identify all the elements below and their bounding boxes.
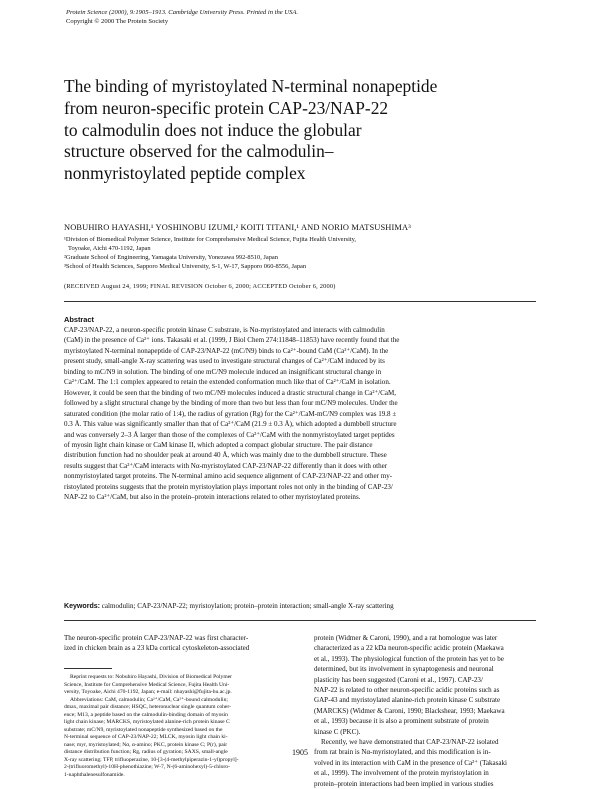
abstract-line: results suggest that Ca²⁺/CaM interacts with Nα-myristoylated CAP-23/NAP-22 differently than it does with other: [64, 461, 388, 470]
footnote-rule: [64, 668, 112, 669]
affiliations: [64, 236, 534, 272]
abstract-line: 0.3 Å. This value was significantly smaller than that of Ca²⁺/CaM (21.9 ± 0.3 Å), which adopted a dumbbell structure: [64, 420, 397, 429]
abstract-line: CAP-23/NAP-22, a neuron-specific protein kinase C substrate, is Nα-myristoylated and interacts with calmodulin: [64, 326, 385, 334]
abstract-line: ristoylated proteins suggests that the protein myristoylation plays important roles not only in the binding of CAP-23/: [64, 482, 393, 491]
abstract-line: However, it could be seen that the binding of two mC/N9 molecules induced a drastic structural change in Ca²⁺/CaM,: [64, 388, 396, 397]
body-line: plasticity has been suggested (Caroni et al., 1997). CAP-23/: [314, 675, 483, 684]
abstract-body: [64, 325, 535, 503]
title-line: nonmyristoylated peptide complex: [64, 163, 306, 184]
abstract-line: followed by a slight structural change by the binding of more than two but less than four mC/N9 molecules. Under the: [64, 399, 398, 408]
footnote-line: 2-(trifluoromethyl)-10H-phenothiazine; W-7, N-(6-aminohexyl)-5-chloro-: [64, 764, 230, 770]
footnote-line: ence; M13, a peptide based on the calmodulin-binding domain of myosin: [64, 711, 228, 718]
title-line: The binding of myristoylated N-terminal nonapeptide: [64, 76, 438, 96]
affiliation-line: Toyoake, Aichi 470-1192, Japan: [68, 244, 151, 252]
footnote-line: substrate; mC/N9, myristoylated nonapeptide synthesized based on the: [64, 726, 223, 733]
abstract-line: distribution function had no shoulder peak at around 40 Å, which was mainly due to the dumbbell structure. These: [64, 451, 387, 460]
footnote-line: distance distribution function; Rg, radius of gyration; SAXS, small-angle: [64, 749, 228, 755]
footnote-line: dmax, maximal pair distance; HSQC, heteronuclear single quantum coher-: [64, 704, 232, 710]
copyright-line: Copyright © 2000 The Protein Society: [66, 17, 169, 25]
body-line: The neuron-specific protein CAP-23/NAP-22 was first character-: [64, 634, 249, 642]
journal-header: [66, 9, 486, 26]
abstract-heading: Abstract: [64, 315, 94, 324]
abstract-line: present study, small-angle X-ray scattering was used to investigate structural changes of Ca²⁺/CaM induced by its: [64, 357, 385, 366]
footnote-line: nase; myr, myristoylated; Nα, α-amino; PKC, protein kinase C; P(r), pair: [64, 741, 228, 748]
title-line: to calmodulin does not induce the globular: [64, 119, 362, 140]
body-line: et al., 1993). The physiological function of the protein has yet to be: [314, 654, 504, 663]
article-title: [64, 76, 534, 185]
abstract-line: binding to mC/N9 in solution. The binding of one mC/N9 molecule induced an insignificant structural change in: [64, 367, 382, 376]
title-line: structure observed for the calmodulin–: [64, 141, 334, 162]
body-line: Recently, we have demonstrated that CAP-23/NAP-22 isolated: [314, 738, 499, 747]
body-line: et al., 1999). The involvement of the protein myristoylation in: [314, 769, 489, 778]
keywords-label: Keywords:: [64, 603, 101, 610]
abstract-line: and was conversely 2–3 Å larger than those of the complexes of Ca²⁺/CaM with the nonmyristoylated target peptides: [64, 430, 395, 439]
footnote-line: X-ray scattering; TFP, trifluoperazine, 10-[3-(4-methylpiperazin-1-yl)propyl]-: [64, 756, 239, 763]
body-line: characterized as a 22 kDa neuron-specific acidic protein (Maekawa: [314, 644, 504, 653]
abstract-line: of myosin light chain kinase or CaM kinase II, which adopted a compact globular structure. The pair distance: [64, 440, 373, 449]
body-line: kinase C (PKC).: [314, 727, 361, 736]
footnote-line: 1-naphthalenesulfonamide.: [64, 771, 125, 778]
footnote-line: N-terminal sequence of CAP-23/NAP-22; MLCK, myosin light chain ki-: [64, 734, 228, 740]
body-line: from rat brain is Nα-myristoylated, and this modification is in-: [314, 748, 491, 757]
keywords-text: calmodulin; CAP-23/NAP-22; myristoylation; protein–protein interaction; small-angle X-ray scattering: [100, 602, 394, 610]
abstract-line: (CaM) in the presence of Ca²⁺ ions. Takasaki et al. (1999, J Biol Chem 274:11848–11853) have recently found that the: [64, 336, 400, 345]
abstract-line: saturated condition (the molar ratio of 1:4), the radius of gyration (Rg) for the Ca²⁺/CaM-mC/N9 complex was 19.8 ±: [64, 409, 397, 418]
footnote-line: Abbreviations: CaM, calmodulin; Ca²⁺/CaM, Ca²⁺-bound calmodulin;: [70, 696, 228, 703]
body-line: (MARCKS) (Widmer & Caroni, 1990; Blackshear, 1993; Maekawa: [314, 706, 505, 715]
received-dates: (RECEIVED August 24, 1999; FINAL REVISION October 6, 2000; ACCEPTED October 6, 2000): [64, 283, 336, 290]
footnotes: [64, 674, 294, 779]
body-line: GAP-43 and myristoylated alanine-rich protein kinase C substrate: [314, 696, 501, 705]
abstract-line: NAP-22 to Ca²⁺/CaM, but also in the protein–protein interactions related to other myristoylated proteins.: [64, 493, 361, 502]
body-line: NAP-22 is related to other neuron-specific acidic proteins such as: [314, 686, 500, 695]
title-line: from neuron-specific protein CAP-23/NAP-22: [64, 97, 389, 118]
footnote-line: Science, Institute for Comprehensive Medical Science, Fujita Health Uni-: [64, 681, 230, 688]
body-line: protein–protein interactions had been implied in various studies: [314, 779, 494, 788]
page-number: 1905: [292, 748, 308, 757]
abstract-line: myristoylated N-terminal nonapeptide of CAP-23/NAP-22 (mC/N9) binds to Ca²⁺-bound CaM (Ca²⁺/CaM). In the: [64, 346, 389, 355]
body-line: determined, but its involvement in synaptogenesis and neuronal: [314, 665, 494, 674]
abstract-line: nonmyristoylated target proteins. The N-terminal amino acid sequence alignment of CAP-23/NAP-22 and other my-: [64, 472, 393, 481]
body-line: volved in its interaction with CaM in the presence of Ca²⁺ (Takasaki: [314, 758, 508, 767]
affiliation-line: ³School of Health Sciences, Sapporo Medical University, S-1, W-17, Sapporo 060-8556, Japan: [64, 262, 307, 270]
footnote-line: Reprint requests to: Nobuhiro Hayashi, Division of Biomedical Polymer: [70, 674, 233, 680]
body-line: et al., 1993) because it is also a prominent substrate of protein: [314, 717, 489, 726]
affiliation-line: ²Graduate School of Engineering, Yamagata University, Yonezawa 992-8510, Japan: [64, 253, 278, 261]
journal-citation: Protein Science (2000), 9:1905–1913. Cambridge University Press. Printed in the USA.: [66, 9, 299, 16]
body-right-column: [314, 633, 536, 789]
footnote-line: versity, Toyoake, Aichi 470-1192, Japan; e-mail: nhayashi@fujita-hu.ac.jp.: [64, 689, 232, 695]
body-line: ized in chicken brain as a 23 kDa cortical cytoskeleton-associated: [64, 644, 250, 653]
author-list: NOBUHIRO HAYASHI,¹ YOSHINOBU IZUMI,² KOITI TITANI,¹ AND NORIO MATSUSHIMA³: [64, 223, 411, 232]
keywords: [64, 602, 394, 610]
body-left-column: [64, 633, 292, 654]
divider-rule: [64, 620, 536, 621]
footnote-line: light chain kinase; MARCKS, myristoylated alanine-rich protein kinase C: [64, 719, 230, 725]
divider-rule: [64, 301, 536, 302]
body-line: protein (Widmer & Caroni, 1990), and a rat homologue was later: [314, 634, 498, 642]
abstract-line: Ca²⁺/CaM. The 1:1 complex appeared to retain the extended conformation much like that of Ca²⁺/CaM in isolation.: [64, 378, 391, 387]
affiliation-line: ¹Division of Biomedical Polymer Science, Institute for Comprehensive Medical Science, Fujita Health University,: [64, 236, 357, 243]
